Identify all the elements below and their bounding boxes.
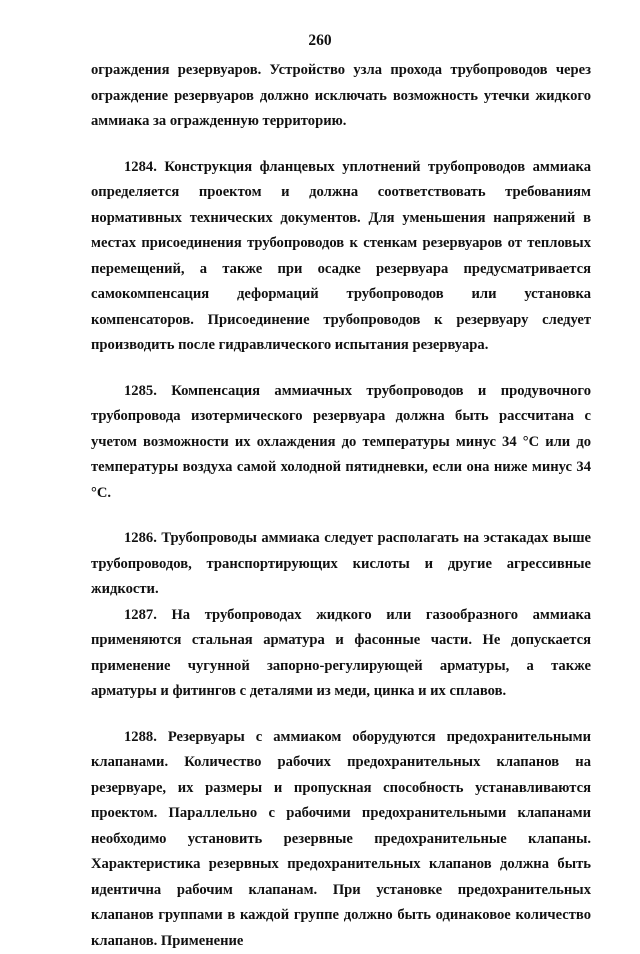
page-number: 260 bbox=[0, 32, 640, 50]
paragraph-1285: 1285. Компенсация аммиачных трубопроводов и продувочного трубопровода изотермического резервуара должна быть рассчитана с учетом возможности их охлаждения до температуры минус 34 °С или до температуры воздуха самой холодной пятидневки, если она ниже минус 34 °С. bbox=[91, 379, 591, 507]
paragraph-1286: 1286. Трубопроводы аммиака следует располагать на эстакадах выше трубопроводов, транспортирующих кислоты и другие агрессивные жидкости. bbox=[91, 526, 591, 603]
document-body bbox=[91, 58, 591, 954]
paragraph-continuation: ограждения резервуаров. Устройство узла прохода трубопроводов через ограждение резервуаров должно исключать возможность утечки жидкого аммиака за огражденную территорию. bbox=[91, 58, 591, 135]
paragraph-1288: 1288. Резервуары с аммиаком оборудуются предохранительными клапанами. Количество рабочих предохранительных клапанов на резервуаре, их размеры и пропускная способность устанавливаются проектом. Параллельно с рабочими предохранительными клапанами необходимо установить резервные предохранительные клапаны. Характеристика резервных предохранительных клапанов должна быть идентична рабочим клапанам. При установке предохранительных клапанов группами в каждой группе должно быть одинаковое количество клапанов. Применение bbox=[91, 725, 591, 954]
paragraph-1284: 1284. Конструкция фланцевых уплотнений трубопроводов аммиака определяется проектом и должна соответствовать требованиям нормативных технических документов. Для уменьшения напряжений в местах присоединения трубопроводов к стенкам резервуаров от тепловых перемещений, а также при осадке резервуара предусматривается самокомпенсация деформаций трубопроводов или установка компенсаторов. Присоединение трубопроводов к резервуару следует производить после гидравлического испытания резервуара. bbox=[91, 155, 591, 359]
paragraph-1287: 1287. На трубопроводах жидкого или газообразного аммиака применяются стальная арматура и фасонные части. Не допускается применение чугунной запорно-регулирующей арматуры, а также арматуры и фитингов с деталями из меди, цинка и их сплавов. bbox=[91, 603, 591, 705]
